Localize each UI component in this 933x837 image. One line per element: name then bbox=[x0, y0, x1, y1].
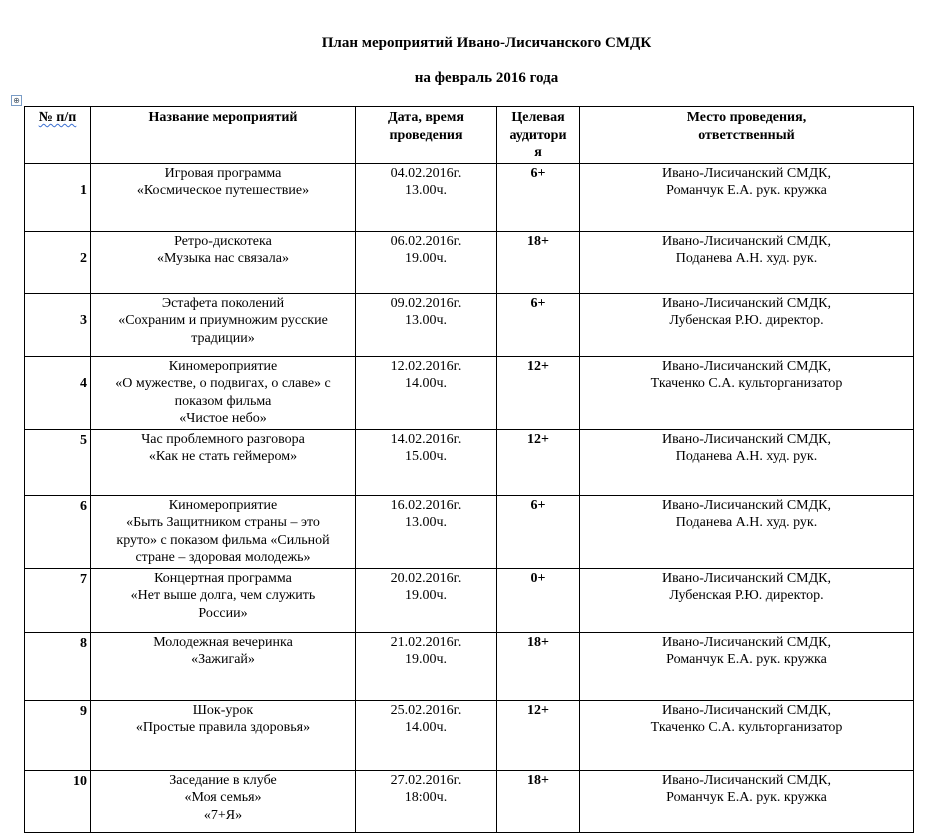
row-number-cell bbox=[25, 356, 91, 429]
row-number-cell bbox=[25, 700, 91, 770]
table-row bbox=[25, 356, 914, 429]
row-number-cell bbox=[25, 568, 91, 632]
header-name-label: Название мероприятий bbox=[148, 110, 298, 125]
event-place: Ивано-Лисичанский СМДК, bbox=[661, 702, 832, 718]
row-number-cell bbox=[25, 770, 91, 832]
event-place: Ивано-Лисичанский СМДК, bbox=[661, 431, 832, 447]
row-number: 1 bbox=[80, 182, 87, 198]
header-date bbox=[356, 107, 497, 164]
header-place bbox=[580, 107, 914, 164]
event-date: 27.02.2016г. bbox=[390, 772, 462, 788]
event-name-line: «О мужестве, о подвигах, о славе» с bbox=[115, 376, 331, 391]
audience-rating: 12+ bbox=[527, 702, 549, 718]
audience-rating: 18+ bbox=[527, 634, 549, 650]
header-num bbox=[25, 107, 91, 164]
audience-rating: 6+ bbox=[530, 295, 546, 311]
event-name-line: России» bbox=[198, 605, 248, 621]
row-number-cell bbox=[25, 632, 91, 700]
event-name-cell bbox=[91, 770, 356, 832]
table-row bbox=[25, 231, 914, 293]
header-audience-line1: Целевая bbox=[511, 110, 565, 125]
event-name-cell bbox=[91, 293, 356, 356]
place-cell bbox=[580, 770, 914, 832]
place-cell bbox=[580, 700, 914, 770]
audience-cell bbox=[497, 231, 580, 293]
table-row bbox=[25, 163, 914, 231]
event-name-cell bbox=[91, 700, 356, 770]
event-name-line: Час проблемного разговора bbox=[141, 431, 305, 447]
header-date-line2: проведения bbox=[389, 127, 463, 143]
row-number: 10 bbox=[73, 773, 87, 789]
event-name-line: Ретро-дискотека bbox=[174, 233, 272, 249]
event-name-cell bbox=[91, 356, 356, 429]
event-time: 19.00ч. bbox=[404, 652, 448, 667]
audience-cell bbox=[497, 700, 580, 770]
event-responsible: Ткаченко С.А. культорганизатор bbox=[650, 376, 843, 391]
event-name-line: «Простые правила здоровья» bbox=[135, 720, 311, 735]
event-name-line: Игровая программа bbox=[164, 165, 282, 181]
event-date: 21.02.2016г. bbox=[390, 634, 462, 650]
event-name-line: «Сохраним и приумножим русские bbox=[118, 313, 328, 328]
audience-cell bbox=[497, 163, 580, 231]
event-responsible: Лубенская Р.Ю. директор. bbox=[669, 313, 824, 328]
event-time: 19.00ч. bbox=[404, 251, 448, 266]
header-name bbox=[91, 107, 356, 164]
event-name-line: традиции» bbox=[191, 330, 255, 346]
place-cell bbox=[580, 356, 914, 429]
event-place: Ивано-Лисичанский СМДК, bbox=[661, 497, 832, 513]
place-cell bbox=[580, 495, 914, 568]
event-date: 04.02.2016г. bbox=[390, 165, 462, 181]
table-move-handle-icon[interactable]: ⊕ bbox=[11, 95, 22, 106]
table-row bbox=[25, 568, 914, 632]
header-place-line1: Место проведения, bbox=[686, 110, 807, 125]
row-number: 6 bbox=[80, 498, 87, 514]
event-name-line: Молодежная вечеринка bbox=[153, 634, 293, 650]
row-number: 2 bbox=[80, 250, 87, 266]
event-date: 16.02.2016г. bbox=[390, 497, 462, 513]
place-cell bbox=[580, 632, 914, 700]
event-name-cell bbox=[91, 231, 356, 293]
event-time: 13.00ч. bbox=[404, 183, 448, 198]
event-time: 18:00ч. bbox=[404, 790, 448, 805]
audience-rating: 12+ bbox=[527, 431, 549, 447]
table-row bbox=[25, 632, 914, 700]
place-cell bbox=[580, 231, 914, 293]
table-row bbox=[25, 770, 914, 832]
event-name-line: Киномероприятие bbox=[168, 497, 278, 513]
place-cell bbox=[580, 293, 914, 356]
event-responsible: Поданева А.Н. худ. рук. bbox=[675, 251, 818, 266]
audience-cell bbox=[497, 632, 580, 700]
event-date: 09.02.2016г. bbox=[390, 295, 462, 311]
row-number: 4 bbox=[80, 375, 87, 391]
event-responsible: Романчук Е.А. рук. кружка bbox=[666, 790, 827, 805]
event-name-line: «Быть Защитником страны – это bbox=[126, 515, 320, 530]
event-name-cell bbox=[91, 568, 356, 632]
event-name-line: Киномероприятие bbox=[168, 358, 278, 374]
event-date: 25.02.2016г. bbox=[390, 702, 462, 718]
event-date-cell bbox=[356, 356, 497, 429]
table-row bbox=[25, 293, 914, 356]
place-cell bbox=[580, 568, 914, 632]
event-name-line: «Космическое путешествие» bbox=[136, 183, 310, 198]
event-time: 13.00ч. bbox=[404, 313, 448, 328]
audience-rating: 0+ bbox=[530, 570, 546, 586]
event-responsible: Романчук Е.А. рук. кружка bbox=[666, 183, 827, 198]
event-name-cell bbox=[91, 429, 356, 495]
event-name-line: «Зажигай» bbox=[191, 652, 255, 667]
event-place: Ивано-Лисичанский СМДК, bbox=[661, 358, 832, 374]
event-date-cell bbox=[356, 495, 497, 568]
audience-cell bbox=[497, 568, 580, 632]
table-header-row bbox=[25, 107, 914, 164]
event-date: 14.02.2016г. bbox=[390, 431, 462, 447]
event-date-cell bbox=[356, 568, 497, 632]
event-date: 12.02.2016г. bbox=[390, 358, 462, 374]
event-date-cell bbox=[356, 429, 497, 495]
audience-cell bbox=[497, 429, 580, 495]
audience-cell bbox=[497, 770, 580, 832]
row-number: 9 bbox=[80, 703, 87, 719]
event-name-line: «Чистое небо» bbox=[179, 411, 267, 426]
event-name-cell bbox=[91, 632, 356, 700]
event-name-line: «Нет выше долга, чем служить bbox=[130, 588, 316, 603]
event-name-line: Заседание в клубе bbox=[169, 772, 277, 788]
event-name-cell bbox=[91, 495, 356, 568]
place-cell bbox=[580, 163, 914, 231]
table-row bbox=[25, 700, 914, 770]
header-audience-line3: я bbox=[534, 145, 542, 160]
header-date-line1: Дата, время bbox=[388, 110, 464, 125]
audience-cell bbox=[497, 495, 580, 568]
event-time: 14.00ч. bbox=[404, 720, 448, 735]
event-date-cell bbox=[356, 163, 497, 231]
document-subtitle: на февраль 2016 года bbox=[414, 70, 559, 86]
event-time: 14.00ч. bbox=[404, 376, 448, 391]
event-responsible: Романчук Е.А. рук. кружка bbox=[666, 652, 827, 667]
document-title: План мероприятий Ивано-Лисичанского СМДК bbox=[321, 35, 652, 51]
event-date-cell bbox=[356, 293, 497, 356]
table-row bbox=[25, 495, 914, 568]
row-number: 8 bbox=[80, 635, 87, 651]
row-number: 3 bbox=[80, 312, 87, 328]
header-audience bbox=[497, 107, 580, 164]
audience-cell bbox=[497, 356, 580, 429]
event-date: 06.02.2016г. bbox=[390, 233, 462, 249]
event-time: 13.00ч. bbox=[404, 515, 448, 530]
row-number-cell bbox=[25, 495, 91, 568]
event-place: Ивано-Лисичанский СМДК, bbox=[661, 634, 832, 650]
event-place: Ивано-Лисичанский СМДК, bbox=[661, 233, 832, 249]
header-audience-line2: аудитори bbox=[509, 127, 567, 143]
event-responsible: Поданева А.Н. худ. рук. bbox=[675, 515, 818, 530]
row-number: 7 bbox=[80, 571, 87, 587]
event-date-cell bbox=[356, 700, 497, 770]
row-number: 5 bbox=[80, 432, 87, 448]
event-name-cell bbox=[91, 163, 356, 231]
event-date-cell bbox=[356, 632, 497, 700]
audience-rating: 6+ bbox=[530, 497, 546, 513]
audience-rating: 6+ bbox=[530, 165, 546, 181]
event-responsible: Лубенская Р.Ю. директор. bbox=[669, 588, 824, 603]
row-number-cell bbox=[25, 163, 91, 231]
event-name-line: показом фильма bbox=[174, 393, 272, 409]
row-number-cell bbox=[25, 429, 91, 495]
event-name-line: «Моя семья» bbox=[184, 790, 262, 805]
event-date: 20.02.2016г. bbox=[390, 570, 462, 586]
row-number-cell bbox=[25, 231, 91, 293]
event-name-line: «Как не стать геймером» bbox=[148, 449, 298, 464]
event-date-cell bbox=[356, 770, 497, 832]
event-place: Ивано-Лисичанский СМДК, bbox=[661, 295, 832, 311]
event-name-line: Шок-урок bbox=[192, 702, 254, 718]
event-time: 15.00ч. bbox=[404, 449, 448, 464]
audience-rating: 12+ bbox=[527, 358, 549, 374]
table-row bbox=[25, 429, 914, 495]
event-date-cell bbox=[356, 231, 497, 293]
event-name-line: Эстафета поколений bbox=[161, 295, 285, 311]
event-name-line: «Музыка нас связала» bbox=[157, 251, 289, 266]
event-place: Ивано-Лисичанский СМДК, bbox=[661, 570, 832, 586]
event-name-line: стране – здоровая молодежь» bbox=[135, 550, 311, 565]
events-table bbox=[24, 106, 914, 833]
audience-cell bbox=[497, 293, 580, 356]
row-number-cell bbox=[25, 293, 91, 356]
event-responsible: Поданева А.Н. худ. рук. bbox=[675, 449, 818, 464]
event-name-line: круто» с показом фильма «Сильной bbox=[116, 532, 330, 548]
event-name-line: Концертная программа bbox=[154, 570, 292, 586]
event-place: Ивано-Лисичанский СМДК, bbox=[661, 772, 832, 788]
event-name-line: «7+Я» bbox=[203, 807, 243, 823]
event-time: 19.00ч. bbox=[404, 588, 448, 603]
place-cell bbox=[580, 429, 914, 495]
header-place-line2: ответственный bbox=[698, 127, 795, 143]
event-place: Ивано-Лисичанский СМДК, bbox=[661, 165, 832, 181]
audience-rating: 18+ bbox=[527, 772, 549, 788]
event-responsible: Ткаченко С.А. культорганизатор bbox=[650, 720, 843, 735]
header-num-label: № п/п bbox=[38, 110, 77, 125]
audience-rating: 18+ bbox=[527, 233, 549, 249]
